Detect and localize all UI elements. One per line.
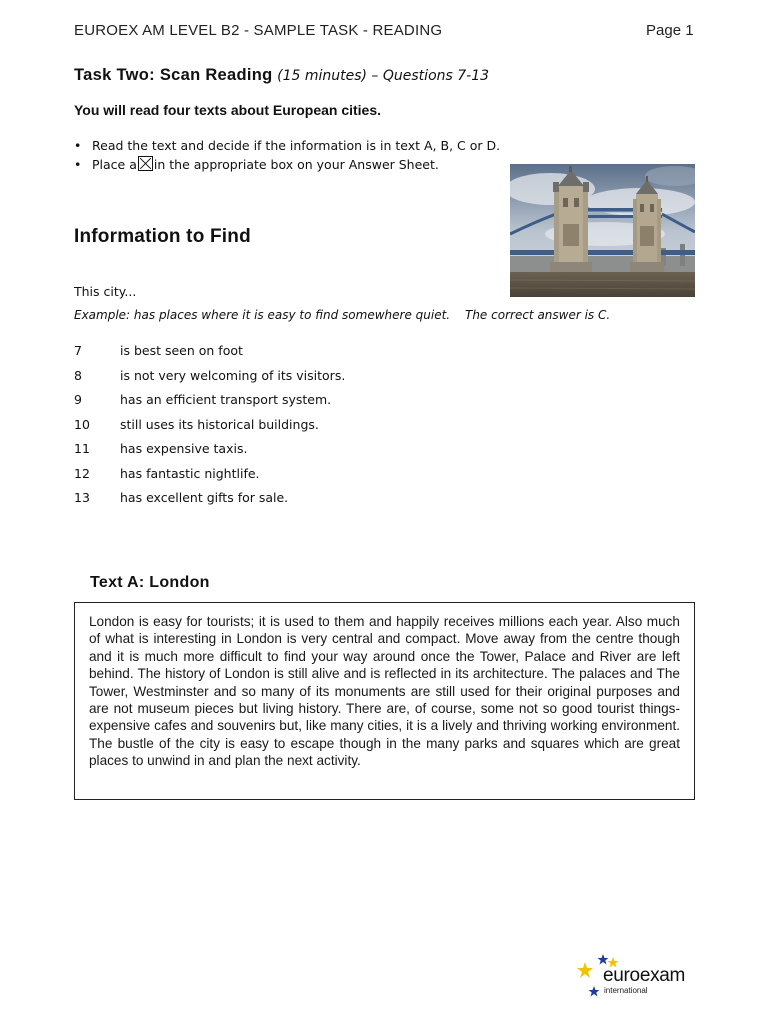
page-number: Page 1	[646, 22, 694, 39]
instruction-list	[74, 136, 500, 174]
task-title	[74, 66, 489, 85]
task-intro: You will read four texts about European cities.	[74, 102, 382, 118]
question-text: is not very welcoming of its visitors.	[120, 367, 346, 383]
question-text: still uses its historical buildings.	[120, 416, 319, 432]
euroexam-logo	[576, 954, 700, 1004]
section-heading: Information to Find	[74, 226, 251, 247]
question-item	[74, 439, 345, 464]
question-text: is best seen on foot	[120, 343, 243, 358]
instruction-item	[74, 155, 500, 174]
question-number: 9	[74, 392, 82, 407]
example-answer: The correct answer is C.	[465, 308, 611, 322]
instruction-text-before: Place a	[92, 157, 137, 172]
logo-subtitle: international	[604, 986, 648, 995]
question-number: 11	[74, 441, 90, 456]
text-a-box	[74, 602, 695, 800]
question-text: has fantastic nightlife.	[120, 465, 260, 481]
text-a-body: London is easy for tourists; it is used to them and happily receives millions each year. Also much of what is interesting in London is very central and compact. Move away from the centre though and it is much more difficult to find your way around once the Tower, Palace and River are left behind. The history of London is still alive and is reflected in its architecture. The palaces and The Tower, Westminster and so many of its monuments are still used for their original purposes and are not museum pieces but living history. There are, of course, some not so good tourist things- expensive cafes and souvenirs but, like many cities, it is a lively and thriving working environment. The bustle of the city is easy to escape though in the many parks and squares which are great places to unwind in and plan the next activity.	[89, 614, 680, 769]
city-lead: This city...	[74, 284, 137, 299]
question-number: 7	[74, 343, 82, 358]
question-item	[74, 341, 345, 366]
task-title-main: Task Two: Scan Reading	[74, 66, 273, 84]
example-text: Example: has places where it is easy to find somewhere quiet.	[74, 308, 451, 322]
instruction-text: Read the text and decide if the information is in text A, B, C or D.	[92, 138, 501, 153]
question-text: has expensive taxis.	[120, 441, 248, 456]
question-text: has an efficient transport system.	[120, 392, 332, 407]
question-item	[74, 366, 345, 391]
task-title-timing: (15 minutes) – Questions 7-13	[277, 68, 490, 84]
question-number: 13	[74, 490, 90, 505]
text-a-title: Text A: London	[90, 574, 210, 591]
instruction-item	[74, 136, 500, 155]
header-title: EUROEX AM LEVEL B2 - SAMPLE TASK - READING	[74, 22, 443, 39]
question-list	[74, 341, 345, 513]
instruction-text-after: in the appropriate box on your Answer Sheet.	[153, 157, 439, 172]
question-number: 10	[74, 416, 90, 432]
question-item	[74, 390, 345, 415]
logo-wordmark: euroexam	[603, 965, 686, 986]
question-text: has excellent gifts for sale.	[120, 490, 289, 505]
question-number: 8	[74, 367, 82, 383]
question-item	[74, 488, 345, 513]
question-item	[74, 415, 345, 440]
tower-bridge-photo	[510, 164, 695, 297]
cross-box-icon	[138, 156, 153, 171]
question-number: 12	[74, 465, 90, 481]
question-item	[74, 464, 345, 489]
